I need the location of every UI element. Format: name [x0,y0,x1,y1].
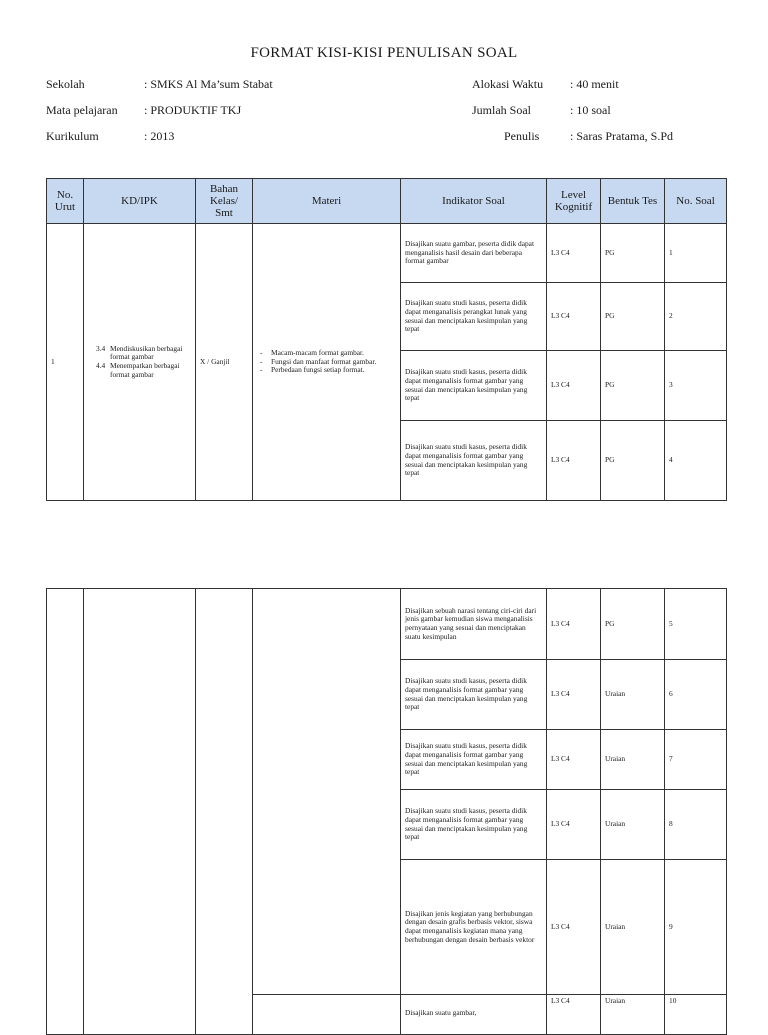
indikator-cell: Disajikan suatu gambar, peserta didik dapat menganalisis hasil desain dari beberapa format gambar [401,224,547,283]
kd-item [96,361,191,379]
materi-item: - Macam-macam format gambar. [271,349,396,358]
indikator-cell: Disajikan sebuah narasi tentang ciri-ciri dari jenis gambar kemudian siswa menganalisis pernyataan yang sesuai dan menciptakan suatu kesimpulan [401,589,547,660]
bahan-cell: X / Ganjil [196,224,253,501]
kisi-table-page1 [46,178,727,501]
level-cell: L3 C4 [547,283,601,351]
no-urut-cell [47,589,84,1035]
mapel-label: Mata pelajaran [46,103,118,117]
kd-number: 4.4 [96,361,106,370]
level-cell: L3 C4 [547,589,601,660]
no-soal-cell: 2 [665,283,727,351]
bentuk-cell: Uraian [601,995,665,1035]
indikator-cell: Disajikan suatu studi kasus, peserta didik dapat menganalisis perangkat lunak yang sesuai dan menciptakan kesimpulan yang tepat [401,283,547,351]
bentuk-cell: PG [601,589,665,660]
indikator-cell: Disajikan suatu studi kasus, peserta didik dapat menganalisis format gambar yang sesuai dan menciptakan kesimpulan yang tepat [401,790,547,860]
materi-cell [253,224,401,501]
sekolah-label: Sekolah [46,77,85,91]
header-no-soal: No. Soal [665,179,727,224]
kd-text: Menempatkan berbagai format gambar [110,361,180,379]
no-soal-cell: 1 [665,224,727,283]
header-no-urut: No. Urut [47,179,84,224]
header-kd: KD/IPK [84,179,196,224]
kd-cell [84,589,196,1035]
bentuk-cell: Uraian [601,730,665,790]
alokasi-label: Alokasi Waktu [472,77,544,91]
no-soal-cell: 6 [665,660,727,730]
level-cell: L3 C4 [547,790,601,860]
header-bahan: Bahan Kelas/ Smt [196,179,253,224]
no-soal-cell: 10 [665,995,727,1035]
table-row [47,589,727,660]
materi-cell [253,589,401,995]
jumlah-label: Jumlah Soal [472,103,531,117]
level-cell: L3 C4 [547,421,601,501]
alokasi-value: : 40 menit [570,77,619,91]
no-soal-cell: 4 [665,421,727,501]
no-urut-cell: 1 [47,224,84,501]
materi-cell [253,995,401,1035]
level-cell: L3 C4 [547,860,601,995]
sekolah-value: : SMKS Al Ma’sum Stabat [144,77,273,91]
page-title: FORMAT KISI-KISI PENULISAN SOAL [250,45,518,61]
indikator-cell: Disajikan suatu studi kasus, peserta didik dapat menganalisis format gambar yang sesuai dan menciptakan kesimpulan yang tepat [401,730,547,790]
level-cell: L3 C4 [547,224,601,283]
indikator-cell: Disajikan jenis kegiatan yang berhubungan dengan desain grafis berbasis vektor, siswa dapat menganalisis kegiatan mana yang berhubungan dengan desain berbasis vektor [401,860,547,995]
bentuk-cell: Uraian [601,660,665,730]
level-cell: L3 C4 [547,351,601,421]
kd-number: 3.4 [96,343,106,353]
level-cell: L3 C4 [547,660,601,730]
penulis-label: Penulis [504,129,540,143]
bahan-cell [196,589,253,1035]
level-cell: L3 C4 [547,995,601,1035]
bentuk-cell: PG [601,224,665,283]
no-soal-cell: 9 [665,860,727,995]
indikator-cell: Disajikan suatu studi kasus, peserta didik dapat menganalisis format gambar yang sesuai dan menciptakan kesimpulan yang tepat [401,351,547,421]
mapel-value: : PRODUKTIF TKJ [144,103,242,117]
header-level: Level Kognitif [547,179,601,224]
no-soal-cell: 3 [665,351,727,421]
indikator-cell: Disajikan suatu gambar, [401,995,547,1035]
level-cell: L3 C4 [547,730,601,790]
materi-item: - Perbedaan fungsi setiap format. [271,366,396,375]
bentuk-cell: PG [601,351,665,421]
kurikulum-value: : 2013 [144,129,175,143]
materi-item: - Fungsi dan manfaat format gambar. [271,358,396,367]
indikator-cell: Disajikan suatu studi kasus, peserta didik dapat menganalisis format gambar yang sesuai dan menciptakan kesimpulan yang tepat [401,421,547,501]
header-materi: Materi [253,179,401,224]
no-soal-cell: 8 [665,790,727,860]
jumlah-value: : 10 soal [570,103,611,117]
bentuk-cell: Uraian [601,790,665,860]
indikator-cell: Disajikan suatu studi kasus, peserta didik dapat menganalisis format gambar yang sesuai dan menciptakan kesimpulan yang tepat [401,660,547,730]
header-bentuk: Bentuk Tes [601,179,665,224]
table-header-row [47,179,727,224]
kd-text: Mendiskusikan berbagai format gambar [110,343,183,362]
penulis-value: : Saras Pratama, S.Pd [570,129,673,143]
kd-cell [84,224,196,501]
bentuk-cell: PG [601,421,665,501]
table-row [47,224,727,283]
bentuk-cell: PG [601,283,665,351]
kd-item [96,343,191,362]
bentuk-cell: Uraian [601,860,665,995]
no-soal-cell: 7 [665,730,727,790]
header-indikator: Indikator Soal [401,179,547,224]
kisi-table-page2 [46,588,727,1035]
no-soal-cell: 5 [665,589,727,660]
kurikulum-label: Kurikulum [46,129,99,143]
